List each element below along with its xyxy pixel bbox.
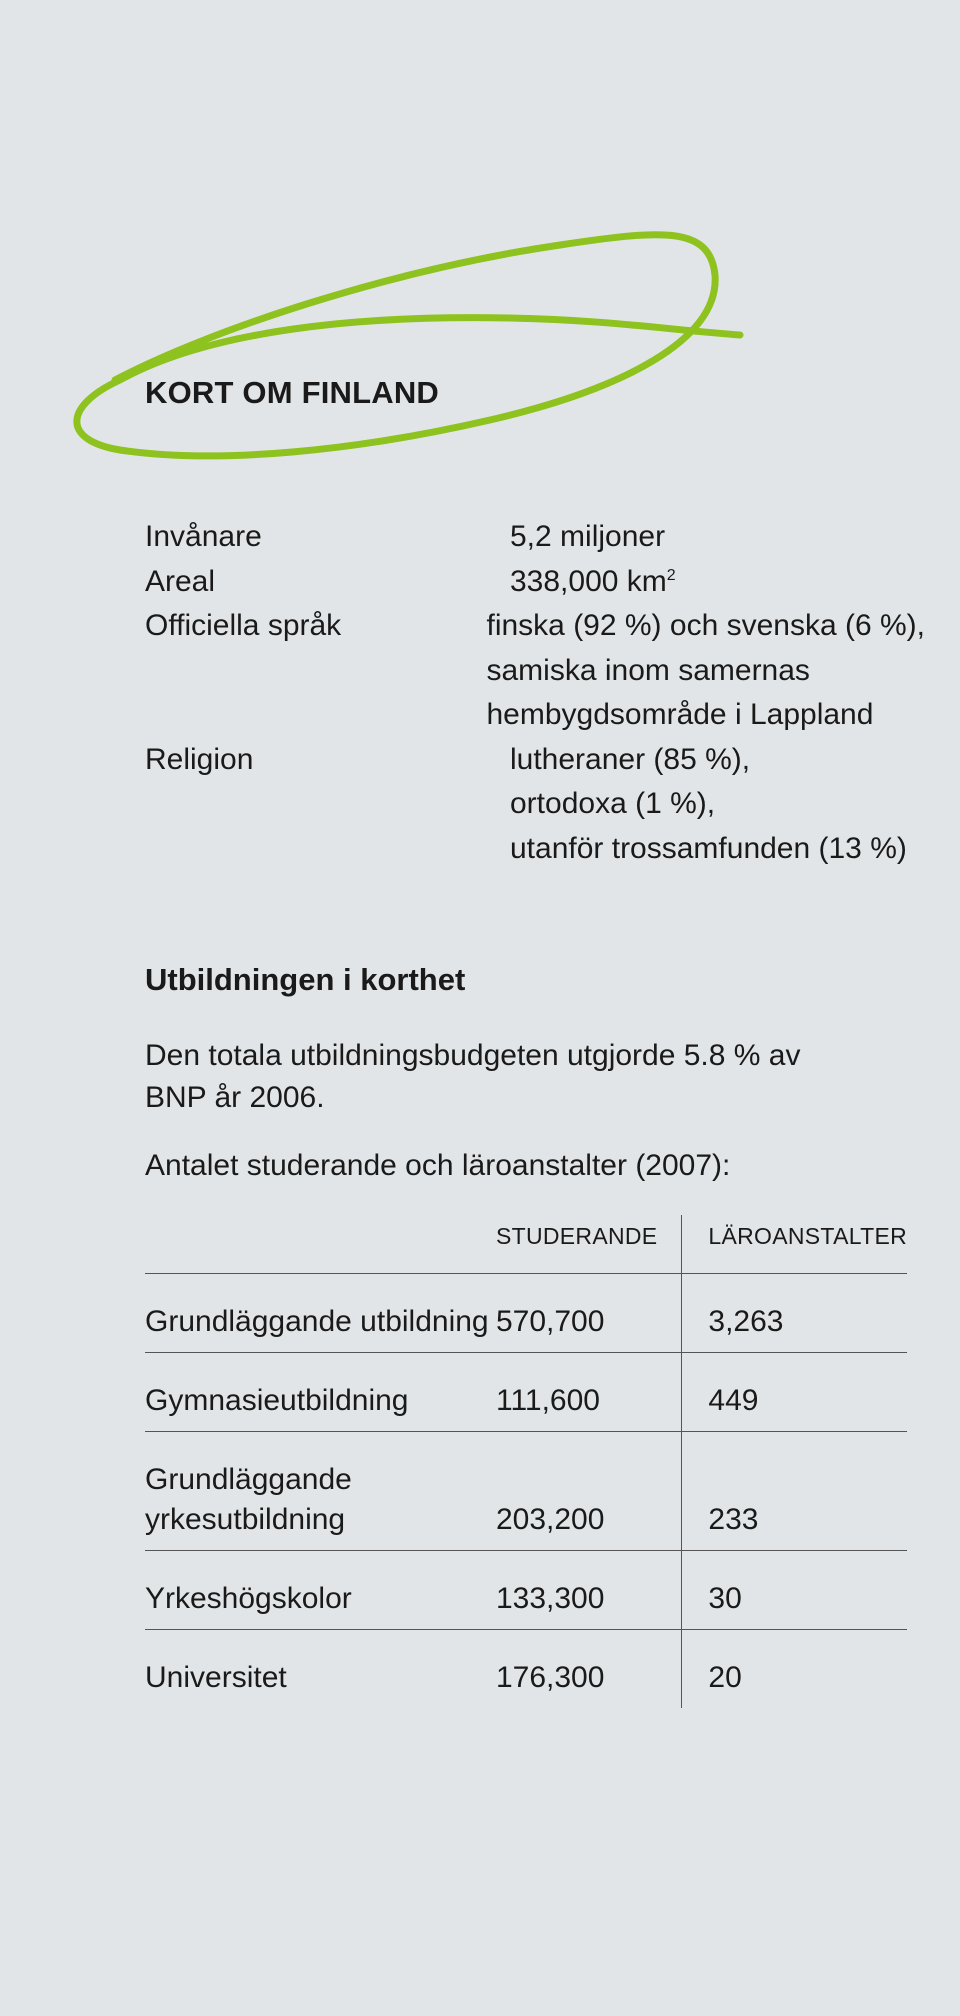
education-table-container — [145, 1215, 907, 1708]
page-title: KORT OM FINLAND — [145, 375, 440, 410]
row-students: 203,200 — [496, 1432, 682, 1551]
fact-label: Officiella språk — [145, 609, 342, 642]
row-students: 176,300 — [496, 1630, 682, 1709]
area-unit-exponent: 2 — [666, 566, 676, 584]
table-row — [145, 1630, 907, 1709]
row-label: Yrkeshögskolor — [145, 1551, 496, 1630]
row-label: Universitet — [145, 1661, 287, 1694]
education-table — [145, 1215, 907, 1708]
row-institutions: 449 — [682, 1353, 907, 1432]
fact-label: Areal — [145, 564, 216, 598]
fact-row-population — [145, 515, 925, 560]
budget-paragraph: Den totala utbildningsbudgeten utgjorde 5.8 % av BNP år 2006. — [145, 1039, 801, 1114]
fact-value — [510, 738, 907, 872]
row-institutions: 30 — [682, 1551, 907, 1630]
fact-value-line: utanför trossamfunden (13 %) — [510, 831, 907, 865]
fact-value-line: 5,2 miljoner — [510, 520, 666, 553]
row-label: Grundläggande utbildning — [145, 1274, 496, 1353]
fact-row-area — [145, 560, 925, 605]
row-label-text: Grundläggande yrkesutbildning — [145, 1463, 352, 1536]
table-row — [145, 1353, 907, 1432]
table-row — [145, 1551, 907, 1630]
header-students: STUDERANDE — [496, 1215, 682, 1274]
green-hand-drawn-oval — [60, 220, 760, 480]
row-label: Gymnasieutbildning — [145, 1353, 496, 1432]
fact-value — [510, 560, 676, 605]
facts-list — [145, 515, 925, 871]
header-empty — [145, 1215, 496, 1274]
row-institutions: 3,263 — [682, 1274, 907, 1353]
table-row — [145, 1274, 907, 1353]
row-students: 570,700 — [496, 1274, 682, 1353]
education-heading: Utbildningen i korthet — [145, 962, 466, 997]
fact-value-line: lutheraner (85 %), — [510, 742, 751, 776]
row-institutions: 233 — [682, 1432, 907, 1551]
area-value-text: 338,000 km — [510, 564, 667, 598]
fact-value-line: samiska inom samernas — [486, 653, 810, 687]
fact-row-religion — [145, 738, 925, 872]
table-header-row — [145, 1215, 907, 1274]
fact-value-line: finska (92 %) och svenska (6 %), — [486, 609, 925, 642]
fact-value — [510, 515, 665, 560]
header-institutions: LÄROANSTALTER — [682, 1215, 907, 1274]
row-students: 111,600 — [496, 1353, 682, 1432]
row-label — [145, 1432, 496, 1551]
fact-value-line: ortodoxa (1 %), — [510, 787, 716, 820]
row-students: 133,300 — [496, 1551, 682, 1630]
fact-label: Religion — [145, 742, 254, 776]
fact-value — [486, 604, 925, 738]
table-intro: Antalet studerande och läroanstalter (2007): — [145, 1149, 731, 1182]
fact-row-languages — [145, 604, 925, 738]
row-institutions: 20 — [708, 1661, 742, 1694]
fact-value-line: hembygdsområde i Lappland — [486, 698, 874, 731]
fact-label: Invånare — [145, 520, 262, 553]
fact-value-line — [510, 560, 676, 605]
table-row — [145, 1432, 907, 1551]
